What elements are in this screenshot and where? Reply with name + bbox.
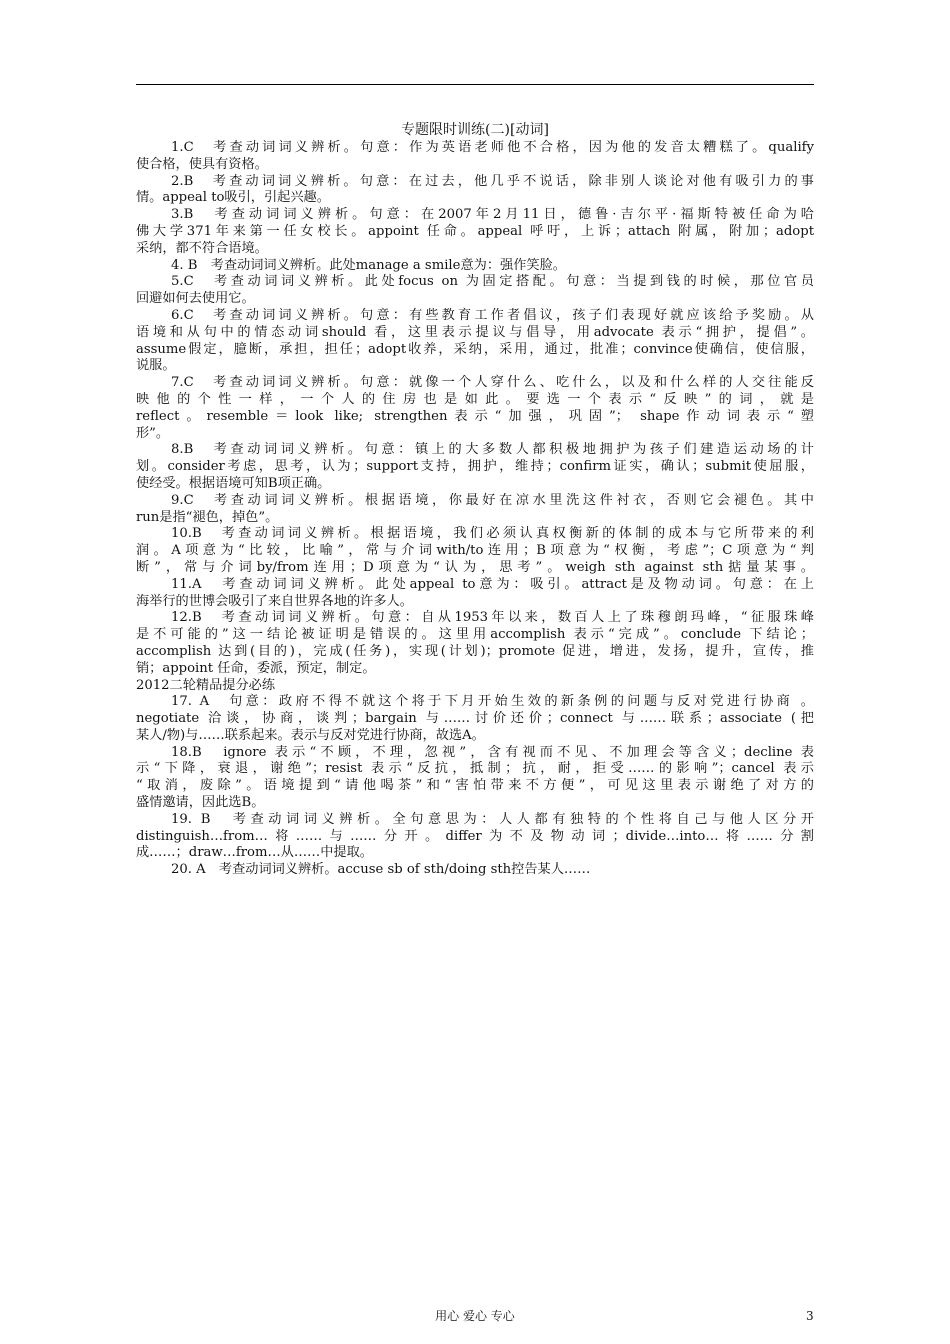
text-line: 3.B 考查动词词义辨析。句意：在2007年2月11日，德鲁·吉尔平·福斯特被任命为哈 bbox=[171, 207, 814, 223]
text-line: negotiate 洽谈，协商，谈判；bargain 与……讨价还价；connect 与……联系；associate (把 bbox=[136, 711, 814, 727]
text-line: 20. A 考查动词词义辨析。accuse sb of sth/doing sth控告某人…… bbox=[171, 862, 591, 878]
text-line: “取消，废除”。语境提到“请他喝茶”和“害怕带来不方便”，可见这里表示谢绝了对方的 bbox=[136, 778, 814, 794]
text-line: 是不可能的”这一结论被证明是错误的。这里用accomplish 表示“完成”。conclude 下结论； bbox=[136, 627, 814, 643]
text-line: 5.C 考查动词词义辨析。此处focus on 为固定搭配。句意：当提到钱的时候，那位官员 bbox=[171, 274, 814, 290]
text-line: 划。consider考虑，思考，认为；support支持，拥护，维持；confirm证实，确认；submit使屈服， bbox=[136, 459, 814, 475]
text-line: 采纳，都不符合语境。 bbox=[136, 240, 268, 256]
text-line: 断”，常与介词by/from连用；D项意为“认为，思考”。weigh sth against sth掂量某事。 bbox=[136, 559, 814, 575]
text-line: 使合格，使具有资格。 bbox=[136, 156, 268, 172]
text-line: 9.C 考查动词词义辨析。根据语境，你最好在凉水里洗这件衬衣，否则它会褪色。其中 bbox=[171, 492, 814, 508]
text-line: 19. B 考查动词词义辨析。全句意思为：人人都有独特的个性将自己与他人区分开 bbox=[171, 811, 814, 827]
text-line: 回避如何去使用它。 bbox=[136, 291, 255, 307]
text-line: run是指“褪色，掉色”。 bbox=[136, 509, 279, 525]
text-line: 2.B 考查动词词义辨析。句意：在过去，他几乎不说话，除非别人谈论对他有吸引力的事 bbox=[171, 173, 814, 189]
text-line: distinguish…from…将……与……分开。differ为不及物动词；divide…into…将……分割 bbox=[136, 828, 814, 844]
document-body bbox=[136, 140, 814, 879]
page-title: 专题限时训练(二)[动词] bbox=[401, 122, 549, 138]
text-line: 润。A项意为“比较，比喻”，常与介词with/to连用；B项意为“权衡，考虑”；C项意为“判 bbox=[136, 543, 814, 559]
text-line: 8.B 考查动词词义辨析。句意：镇上的大多数人都积极地拥护为孩子们建造运动场的计 bbox=[171, 442, 814, 458]
text-line: 海举行的世博会吸引了来自世界各地的许多人。 bbox=[136, 593, 413, 609]
text-line: 18.B ignore 表示“不顾，不理，忽视”，含有视而不见、不加理会等含义；decline 表 bbox=[171, 744, 814, 760]
text-line: 10.B 考查动词词义辨析。根据语境，我们必须认真权衡新的体制的成本与它所带来的利 bbox=[171, 526, 814, 542]
text-line: 2012二轮精品提分必练 bbox=[136, 677, 276, 693]
header-rule bbox=[136, 84, 814, 85]
text-line: 1.C 考查动词词义辨析。句意：作为英语老师他不合格，因为他的发音太糟糕了。qualify bbox=[171, 140, 814, 155]
text-line: 销；appoint 任命，委派，预定，制定。 bbox=[136, 660, 376, 676]
text-line: 11.A 考查动词词义辨析。此处appeal to意为：吸引。attract是及物动词。句意：在上 bbox=[171, 576, 814, 592]
text-line: 12.B 考查动词词义辨析。句意：自从1953年以来，数百人上了珠穆朗玛峰，“征服珠峰 bbox=[171, 610, 814, 626]
page-footer: 用心 爱心 专心 bbox=[435, 1309, 515, 1323]
text-line: 说服。 bbox=[136, 358, 176, 374]
text-line: 映他的个性一样，一个人的住房也是如此。要选一个表示“反映”的词，就是 bbox=[136, 391, 814, 407]
text-line: accomplish 达到(目的)，完成(任务)，实现(计划)；promote 促进，增进，发扬，提升，宣传，推 bbox=[136, 643, 814, 659]
text-line: 使经受。根据语境可知B项正确。 bbox=[136, 475, 331, 491]
page-number: 3 bbox=[806, 1309, 814, 1323]
text-line: 7.C 考查动词词义辨析。句意：就像一个人穿什么、吃什么，以及和什么样的人交往能反 bbox=[171, 375, 814, 391]
text-line: 成……；draw…from…从……中提取。 bbox=[136, 845, 373, 861]
text-line: 示“下降，衰退，谢绝”；resist 表示“反抗，抵制；抗，耐，拒受……的影响”；cancel 表示 bbox=[136, 761, 814, 777]
text-line: reflect。resemble＝look like; strengthen表示“加强，巩固”； shape作动词表示“塑 bbox=[136, 408, 814, 424]
text-line: 语境和从句中的情态动词should 看，这里表示提议与倡导，用advocate 表示“拥护，提倡”。 bbox=[136, 324, 814, 340]
text-line: 盛情邀请，因此选B。 bbox=[136, 795, 265, 811]
text-line: 情。appeal to吸引，引起兴趣。 bbox=[136, 190, 330, 206]
text-line: 形”。 bbox=[136, 425, 170, 441]
text-line: 佛大学371年来第一任女校长。appoint 任命。appeal 呼吁，上诉；attach 附属，附加；adopt bbox=[136, 223, 814, 239]
text-line: 某人/物)与……联系起来。表示与反对党进行协商，故选A。 bbox=[136, 727, 485, 743]
text-line: 6.C 考查动词词义辨析。句意：有些教育工作者倡议，孩子们表现好就应该给予奖励。从 bbox=[171, 307, 814, 323]
text-line: 17. A 句意：政府不得不就这个将于下月开始生效的新条例的问题与反对党进行协商 。 bbox=[171, 694, 814, 710]
text-line: assume假定，臆断，承担，担任；adopt收养，采纳，采用，通过，批准；convince使确信，使信服， bbox=[136, 341, 814, 357]
text-line: 4. B 考查动词词义辨析。此处manage a smile意为：强作笑脸。 bbox=[171, 257, 566, 273]
